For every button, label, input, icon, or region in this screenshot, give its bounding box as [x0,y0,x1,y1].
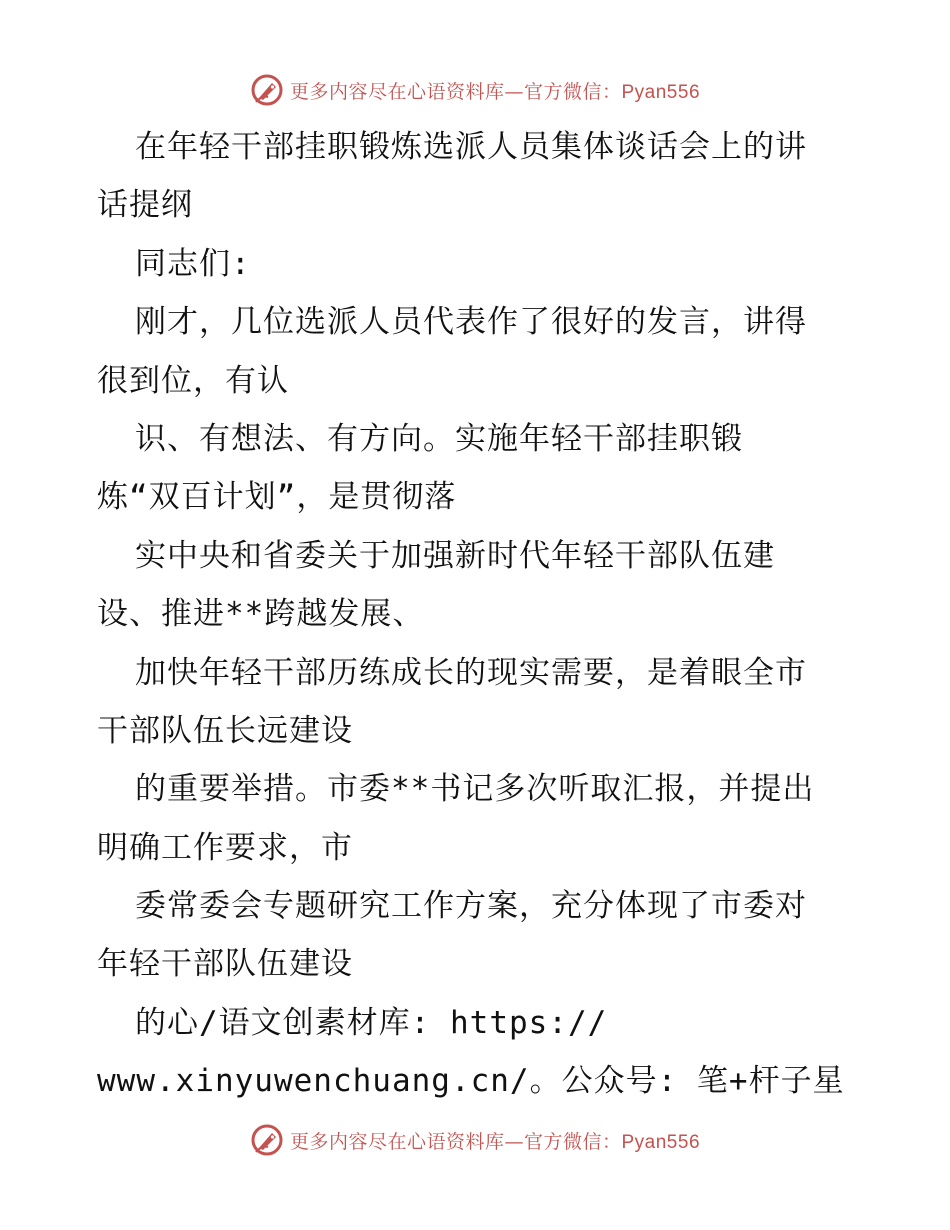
footer-watermark [0,1120,950,1160]
text-line: 实中央和省委关于加强新时代年轻干部队伍建 [135,537,775,574]
text-line: 在年轻干部挂职锻炼选派人员集体谈话会上的讲 [135,129,807,165]
text-line: 识、有想法、有方向。实施年轻干部挂职锻 [135,420,743,457]
text-line: 很到位，有认 [97,362,289,399]
text-line: 刚才，几位选派人员代表作了很好的发言，讲得 [135,304,807,341]
text-line: 同志们: [135,245,251,282]
text-line: 委常委会专题研究工作方案，充分体现了市委对 [135,888,807,925]
text-line: 明确工作要求，市 [97,829,353,866]
document-body [97,118,857,1111]
text-line: 炼“双百计划”，是贯彻落 [97,479,457,516]
text-line: www.xinyuwenchuang.cn/。公众号: 笔+杆子星 [97,1063,845,1100]
watermark-text: 更多内容尽在心语资料库—官方微信：Pyan556 [289,1130,701,1153]
text-line: 干部队伍长远建设 [97,712,353,749]
text-line: 加快年轻干部历练成长的现实需要，是着眼全市 [135,654,807,691]
text-line: 话提纲 [97,187,193,224]
text-line: 年轻干部队伍建设 [97,946,353,983]
text-line: 的心/语文创素材库: https:// [135,1004,608,1041]
text-line: 设、推进**跨越发展、 [97,596,425,633]
pen-nib-circle-icon [250,1123,284,1157]
pen-nib-circle-icon [250,73,284,107]
header-watermark [0,70,950,110]
watermark-text: 更多内容尽在心语资料库—官方微信：Pyan556 [289,80,701,103]
text-line: 的重要举措。市委**书记多次听取汇报，并提出 [135,771,815,808]
